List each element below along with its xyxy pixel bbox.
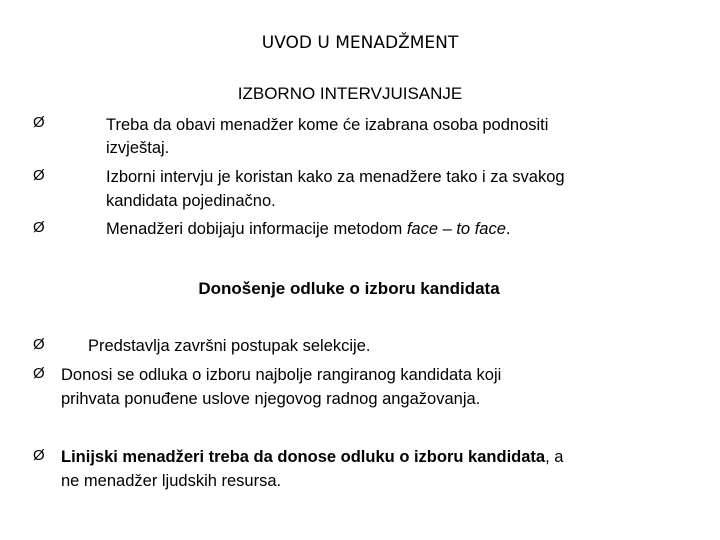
bullet-arrow-icon: Ø — [33, 219, 45, 236]
plain-text: Menadžeri dobijaju informacije metodom — [106, 220, 407, 238]
bullet-arrow-icon: Ø — [33, 365, 45, 382]
list-item-line: prihvata ponuđene uslove njegovog radnog angažovanja. — [61, 390, 481, 408]
plain-text: . — [505, 220, 511, 238]
list-item-line: ne menadžer ljudskih resursa. — [61, 472, 282, 490]
plain-text: , a — [545, 448, 564, 466]
list-item-line: Treba da obavi menadžer kome će izabrana osoba podnositi — [106, 116, 549, 134]
list-item-line — [61, 447, 563, 467]
list-item-line: Donosi se odluka o izboru najbolje rangiranog kandidata koji — [61, 366, 502, 384]
list-item-line — [106, 219, 510, 239]
list-item-line: Predstavlja završni postupak selekcije. — [88, 337, 371, 355]
italic-text: face – to face — [406, 220, 506, 238]
list-item-line: izvještaj. — [106, 139, 170, 157]
bold-text: Linijski menadžeri treba da donose odluku o izboru kandidata — [61, 448, 546, 466]
bullet-arrow-icon: Ø — [33, 167, 45, 184]
page-title: UVOD U MENADŽMENT — [261, 33, 459, 53]
list-item-line: kandidata pojedinačno. — [106, 192, 276, 210]
bullet-arrow-icon: Ø — [33, 336, 45, 353]
section-subtitle: IZBORNO INTERVJUISANJE — [237, 84, 463, 103]
bullet-arrow-icon: Ø — [33, 447, 45, 464]
section-heading: Donošenje odluke o izboru kandidata — [198, 279, 500, 298]
list-item-line: Izborni intervju je koristan kako za menadžere tako i za svakog — [106, 168, 565, 186]
bullet-arrow-icon: Ø — [33, 114, 45, 131]
